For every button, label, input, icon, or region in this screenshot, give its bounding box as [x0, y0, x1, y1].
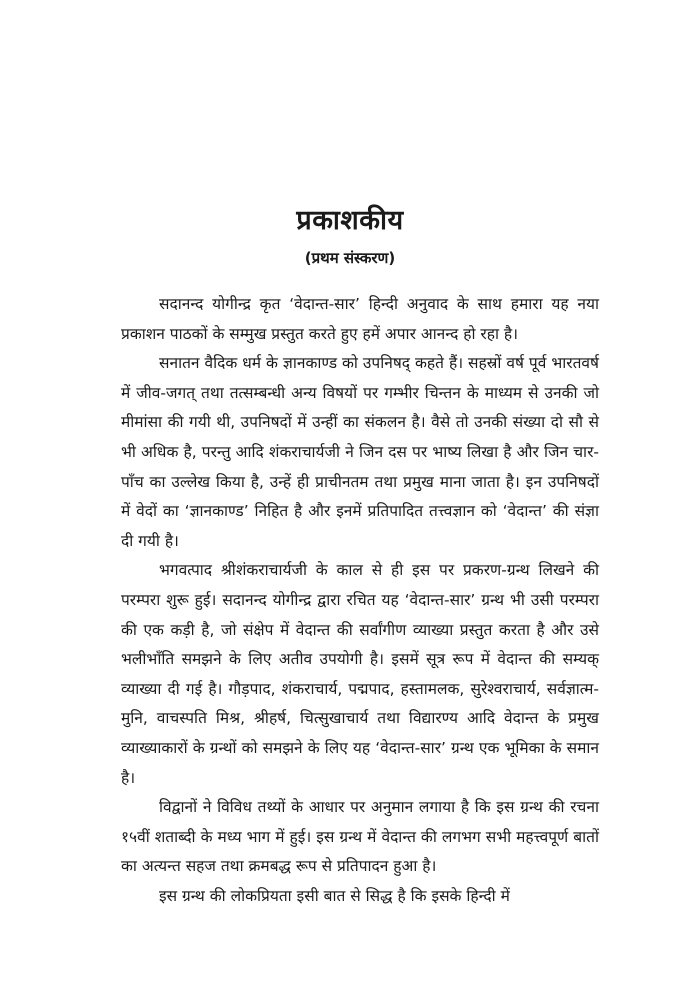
paragraph: सदानन्द योगीन्द्र कृत ‘वेदान्त-सार’ हिन्दी अनुवाद के साथ हमारा यह नया प्रकाशन पाठकों के सम्मुख प्रस्तुत करते हुए हमें अपार आनन्द हो रहा है।	[121, 295, 599, 343]
page-subtitle: (प्रथम संस्करण)	[304, 249, 396, 267]
paragraph: विद्वानों ने विविध तथ्यों के आधार पर अनुमान लगाया है कि इस ग्रन्थ की रचना १५वीं शताब्दी के मध्य भाग में हुई। इस ग्रन्थ में वेदान्त की लगभग सभी महत्त्वपूर्ण बातों का अत्यन्त सहज तथा क्रमबद्ध रूप से प्रतिपादन हुआ है।	[121, 798, 599, 876]
paragraph: सनातन वैदिक धर्म के ज्ञानकाण्ड को उपनिषद् कहते हैं। सहस्रों वर्ष पूर्व भारतवर्ष में जीव-जगत् तथा तत्सम्बन्धी अन्य विषयों पर गम्भीर चिन्तन के माध्यम से उनकी जो मीमांसा की गयी थी, उपनिषदों में उन्हीं का संकलन है। वैसे तो उनकी संख्या दो सौ से भी अधिक है, परन्तु आदि शंकराचार्यजी ने जिन दस पर भाष्य लिखा है और जिन चार-पाँच का उल्लेख किया है, उन्हें ही प्राचीनतम तथा प्रमुख माना जाता है। इन उपनिषदों में वेदों का ‘ज्ञानकाण्ड’ निहित है और इनमें प्रतिपादित तत्त्वज्ञान को ‘वेदान्त’ की संज्ञा दी गयी है।	[121, 354, 599, 550]
paragraph: भगवत्पाद श्रीशंकराचार्यजी के काल से ही इस पर प्रकरण-ग्रन्थ लिखने की परम्परा शुरू हुई। सदानन्द योगीन्द्र द्वारा रचित यह ‘वेदान्त-सार’ ग्रन्थ भी उसी परम्परा की एक कड़ी है, जो संक्षेप में वेदान्त की सर्वांगीण व्याख्या प्रस्तुत करता है और उसे भलीभाँति समझने के लिए अतीव उपयोगी है। इसमें सूत्र रूप में वेदान्त की सम्यक् व्याख्या दी गई है। गौड़पाद, शंकराचार्य, पद्मपाद, हस्तामलक, सुरेश्वराचार्य, सर्वज्ञात्म-मुनि, वाचस्पति मिश्र, श्रीहर्ष, चित्सुखाचार्य तथा विद्यारण्य आदि वेदान्त के प्रमुख व्याख्याकारों के ग्रन्थों को समझने के लिए यह ‘वेदान्त-सार’ ग्रन्थ एक भूमिका के समान है।	[121, 561, 599, 787]
paragraph: इस ग्रन्थ की लोकप्रियता इसी बात से सिद्ध है कि इसके हिन्दी में	[159, 886, 510, 905]
body-text	[121, 290, 599, 911]
page-title: प्रकाशकीय	[296, 205, 404, 236]
